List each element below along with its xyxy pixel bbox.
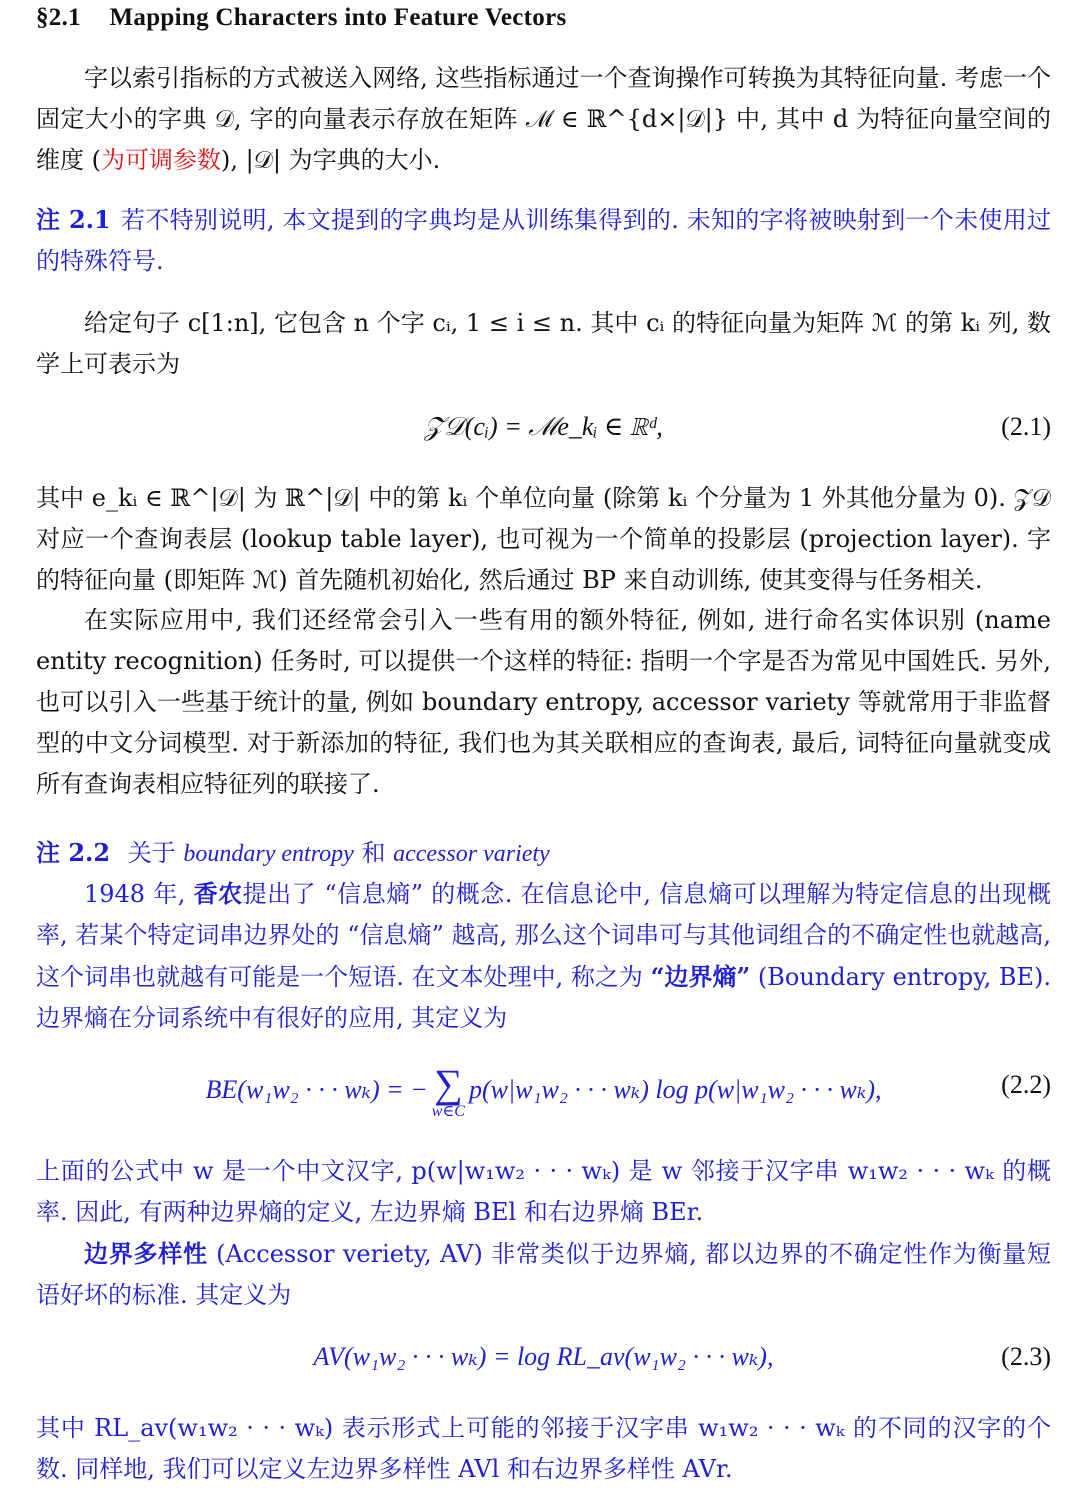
note-2-1-text: 若不特别说明, 本文提到的字典均是从训练集得到的. 未知的字将被映射到一个未使用过的特殊符号. — [36, 206, 1052, 275]
equation-2-2-lhs: BE(w₁w₂ · · · wₖ) = − — [205, 1074, 428, 1104]
boundary-entropy-term: “边界熵” — [650, 962, 751, 991]
equation-2-3 — [36, 1342, 1051, 1392]
note-2-2-title-b: boundary entropy — [183, 841, 354, 867]
section-number: §2.1 — [36, 4, 81, 31]
note-2-2-paragraph-1 — [36, 873, 1051, 1039]
tunable-parameter-note: 为可调参数 — [101, 146, 221, 174]
note-2-2-label: 注 2.2 — [36, 838, 111, 867]
note-2-1-label: 注 2.1 — [36, 205, 111, 234]
sigma-glyph: ∑ — [434, 1061, 463, 1106]
note-2-2-p1-a: 1948 年, — [84, 880, 194, 908]
note-2-2-heading — [36, 832, 1051, 875]
equation-2-3-formula: AV(w₁w₂ · · · wₖ) = log RL_av(w₁w₂ · · · wₖ), — [313, 1342, 774, 1371]
equation-2-2-formula — [36, 1061, 1051, 1120]
note-2-2-p1-b: 提出了 “信息熵” 的概念. 在信息论中, 信息熵可以理解为特定信息的出现概率, 若某个特定词串边界处的 “信息熵” 越高, 那么这个词串可与其他词组合的不确定性也就越高, 这个词串也就越有可能是一个短语. 在文本处理中, 称之为 — [36, 880, 1051, 991]
paragraph-4: 在实际应用中, 我们还经常会引入一些有用的额外特征, 例如, 进行命名实体识别 (name entity recognition) 任务时, 可以提供一个这样的特征: 指明一个字是否为常见中国姓氏. 另外, 也可以引入一些基于统计的量, 例如 boundary entropy, accessor variety 等就常用于非监督型的中文分词模型. 对于新添加的特征, 我们也为其关联相应的查询表, 最后, 词特征向量就变成所有查询表相应特征列的联接了. — [36, 606, 1051, 798]
section-title: Mapping Characters into Feature Vectors — [109, 4, 567, 31]
note-2-2-paragraph-4: 其中 RL_av(w₁w₂ · · · wₖ) 表示形式上可能的邻接于汉字串 w₁w₂ · · · wₖ 的不同的汉字的个数. 同样地, 我们可以定义左边界多样性 AVl 和右边界多样性 AVr. — [36, 1414, 1051, 1483]
equation-2-2 — [36, 1061, 1051, 1134]
equation-2-1-number: (2.1) — [1001, 412, 1051, 441]
note-2-2-p3-rest: (Accessor veriety, AV) 非常类似于边界熵, 都以边界的不确定性作为衡量短语好坏的标准. 其定义为 — [36, 1240, 1052, 1309]
summation-symbol — [431, 1061, 465, 1120]
paragraph-3: 其中 e_kᵢ ∈ ℝ^|𝒟| 为 ℝ^|𝒟| 中的第 kᵢ 个单位向量 (除第 kᵢ 个分量为 1 外其他分量为 0). 𝒵𝒟 对应一个查询表层 (lookup table layer), 也可视为一个简单的投影层 (projection layer). 字的特征向量 (即矩阵 ℳ) 首先随机初始化, 然后通过 BP 来自动训练, 使其变得与任务相关. — [36, 484, 1051, 594]
paragraph-1-text-b: ), |𝒟| 为字典的大小. — [221, 146, 441, 174]
note-2-2-p1-c: (Boundary entropy, BE). 边界熵在分词系统中有很好的应用, 其定义为 — [36, 963, 1051, 1032]
paragraph-2: 给定句子 c[1:n], 它包含 n 个字 cᵢ, 1 ≤ i ≤ n. 其中 cᵢ 的特征向量为矩阵 ℳ 的第 kᵢ 列, 数学上可表示为 — [36, 309, 1051, 378]
summation-limit: w∈C — [431, 1103, 465, 1120]
accessor-variety-term: 边界多样性 — [84, 1239, 208, 1268]
note-2-2-paragraph-3 — [36, 1233, 1051, 1316]
section-heading — [36, 4, 567, 32]
note-2-2-paragraph-2: 上面的公式中 w 是一个中文汉字, p(w|w₁w₂ · · · wₖ) 是 w 邻接于汉字串 w₁w₂ · · · wₖ 的概率. 因此, 有两种边界熵的定义, 左边界熵 BEl 和右边界熵 BEr. — [36, 1157, 1051, 1226]
note-2-2-title-d: accessor variety — [393, 841, 550, 867]
paragraph-1 — [36, 58, 1051, 181]
equation-2-1-formula: 𝒵𝒟(cᵢ) = ℳe_kᵢ ∈ ℝᵈ, — [424, 412, 663, 441]
paragraph-1-text-a: 字以索引指标的方式被送入网络, 这些指标通过一个查询操作可转换为其特征向量. 考虑一个固定大小的字典 𝒟, 字的向量表示存放在矩阵 ℳ ∈ ℝ^{d×|𝒟|} 中, 其中 d 为特征向量空间的维度 ( — [36, 64, 1051, 174]
equation-2-3-number: (2.3) — [1001, 1342, 1051, 1371]
equation-2-2-number: (2.2) — [1001, 1070, 1051, 1099]
shannon-name: 香农 — [193, 879, 243, 908]
note-2-2-title-a: 关于 — [127, 839, 176, 867]
equation-2-2-rhs: p(w|w₁w₂ · · · wₖ) log p(w|w₁w₂ · · · wₖ), — [468, 1074, 882, 1104]
note-2-2-title-c: 和 — [361, 839, 386, 867]
note-2-1 — [36, 199, 1051, 282]
equation-2-1 — [36, 412, 1051, 462]
